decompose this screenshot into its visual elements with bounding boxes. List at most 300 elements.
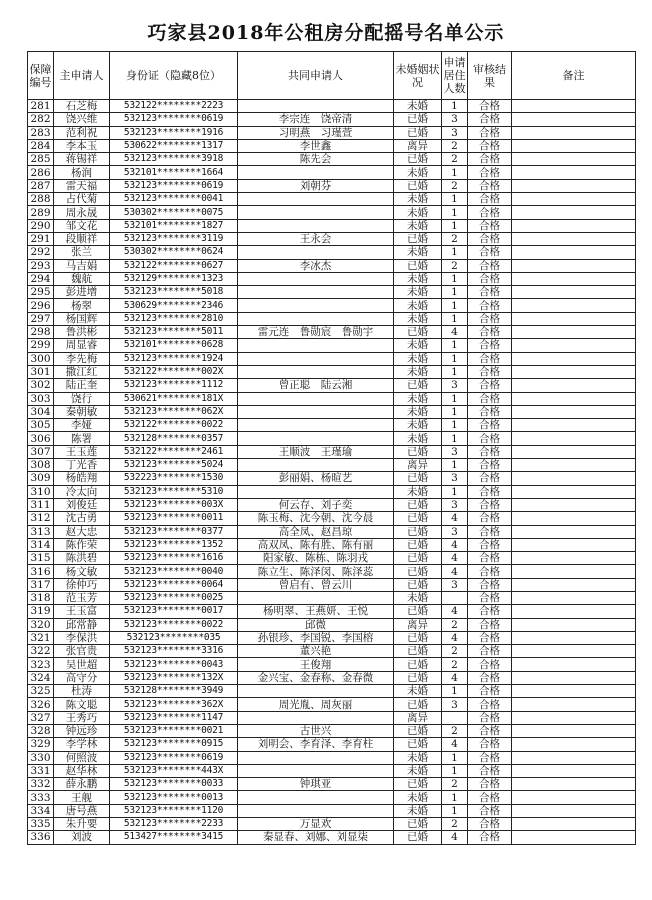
cell-marital: 已婚 <box>394 645 442 658</box>
cell-marital: 已婚 <box>394 113 442 126</box>
cell-marital: 已婚 <box>394 552 442 565</box>
cell-no: 306 <box>28 432 54 445</box>
cell-id-card: 532123********0041 <box>110 193 238 206</box>
cell-id-card: 530302********0624 <box>110 246 238 259</box>
cell-remark <box>512 405 636 418</box>
cell-applicant: 撒江红 <box>54 365 110 378</box>
cell-id-card: 532123********5011 <box>110 326 238 339</box>
cell-persons: 1 <box>442 286 468 299</box>
cell-no: 285 <box>28 153 54 166</box>
cell-applicant: 魏航 <box>54 272 110 285</box>
cell-id-card: 532123********443X <box>110 764 238 777</box>
cell-persons: 1 <box>442 100 468 113</box>
cell-review: 合格 <box>468 139 512 152</box>
cell-no: 321 <box>28 631 54 644</box>
cell-no: 294 <box>28 272 54 285</box>
table-row <box>28 259 636 272</box>
cell-remark <box>512 126 636 139</box>
table-row <box>28 578 636 591</box>
header-remark: 备注 <box>512 52 636 100</box>
cell-no: 305 <box>28 419 54 432</box>
cell-co-applicant: 杨明翠、王燕妍、王悦 <box>238 605 394 618</box>
cell-id-card: 532123********2233 <box>110 818 238 831</box>
cell-co-applicant <box>238 804 394 817</box>
cell-applicant: 马吉娟 <box>54 259 110 272</box>
cell-no: 283 <box>28 126 54 139</box>
cell-remark <box>512 512 636 525</box>
cell-persons: 2 <box>442 139 468 152</box>
cell-id-card: 532123********1616 <box>110 552 238 565</box>
cell-co-applicant: 李宗连 饶帝清 <box>238 113 394 126</box>
cell-id-card: 530621********181X <box>110 392 238 405</box>
cell-co-applicant <box>238 459 394 472</box>
cell-id-card: 532123********5310 <box>110 485 238 498</box>
cell-no: 304 <box>28 405 54 418</box>
cell-applicant: 王玉富 <box>54 605 110 618</box>
table-row <box>28 565 636 578</box>
cell-persons: 2 <box>442 259 468 272</box>
cell-id-card: 532128********0357 <box>110 432 238 445</box>
cell-marital: 已婚 <box>394 565 442 578</box>
cell-co-applicant: 曾正聪 陆云湘 <box>238 379 394 392</box>
cell-applicant: 钟远珍 <box>54 724 110 737</box>
table-row <box>28 445 636 458</box>
cell-review: 合格 <box>468 591 512 604</box>
cell-id-card: 532123********362X <box>110 698 238 711</box>
cell-persons: 3 <box>442 126 468 139</box>
cell-persons: 2 <box>442 778 468 791</box>
table-row <box>28 312 636 325</box>
cell-applicant: 饶兴维 <box>54 113 110 126</box>
cell-applicant: 吴世超 <box>54 658 110 671</box>
cell-applicant: 周永晟 <box>54 206 110 219</box>
table-row <box>28 618 636 631</box>
table-row <box>28 459 636 472</box>
cell-persons: 1 <box>442 166 468 179</box>
cell-no: 288 <box>28 193 54 206</box>
table-row <box>28 685 636 698</box>
cell-no: 324 <box>28 671 54 684</box>
cell-remark <box>512 778 636 791</box>
cell-marital: 未婚 <box>394 219 442 232</box>
cell-applicant: 鲁洪彬 <box>54 326 110 339</box>
cell-persons: 4 <box>442 831 468 844</box>
cell-marital: 已婚 <box>394 153 442 166</box>
cell-review: 合格 <box>468 778 512 791</box>
cell-applicant: 唐号燕 <box>54 804 110 817</box>
cell-applicant: 彭进增 <box>54 286 110 299</box>
table-row <box>28 472 636 485</box>
cell-persons: 3 <box>442 578 468 591</box>
cell-no: 319 <box>28 605 54 618</box>
cell-co-applicant <box>238 206 394 219</box>
cell-remark <box>512 498 636 511</box>
cell-review: 合格 <box>468 818 512 831</box>
cell-co-applicant: 周光胤、周灰丽 <box>238 698 394 711</box>
cell-id-card: 532123********0017 <box>110 605 238 618</box>
cell-marital: 未婚 <box>394 365 442 378</box>
cell-co-applicant <box>238 286 394 299</box>
cell-marital: 未婚 <box>394 685 442 698</box>
cell-co-applicant <box>238 405 394 418</box>
cell-no: 313 <box>28 525 54 538</box>
cell-remark <box>512 419 636 432</box>
cell-review: 合格 <box>468 405 512 418</box>
cell-applicant: 赵华林 <box>54 764 110 777</box>
cell-applicant: 王玉莲 <box>54 445 110 458</box>
cell-co-applicant: 刘朝芬 <box>238 179 394 192</box>
cell-remark <box>512 525 636 538</box>
cell-marital: 离异 <box>394 139 442 152</box>
table-row <box>28 818 636 831</box>
cell-id-card: 532123********1352 <box>110 538 238 551</box>
cell-applicant: 刘俊廷 <box>54 498 110 511</box>
cell-no: 310 <box>28 485 54 498</box>
cell-remark <box>512 459 636 472</box>
cell-remark <box>512 618 636 631</box>
cell-applicant: 何照波 <box>54 751 110 764</box>
cell-co-applicant <box>238 392 394 405</box>
cell-remark <box>512 352 636 365</box>
cell-no: 293 <box>28 259 54 272</box>
cell-remark <box>512 179 636 192</box>
cell-id-card: 532123********0033 <box>110 778 238 791</box>
table-row <box>28 538 636 551</box>
cell-persons: 4 <box>442 326 468 339</box>
cell-no: 331 <box>28 764 54 777</box>
cell-id-card: 532123********1916 <box>110 126 238 139</box>
cell-persons: 1 <box>442 432 468 445</box>
table-row <box>28 645 636 658</box>
cell-applicant: 范玉芳 <box>54 591 110 604</box>
cell-review: 合格 <box>468 419 512 432</box>
cell-co-applicant <box>238 432 394 445</box>
cell-id-card: 532123********3918 <box>110 153 238 166</box>
cell-id-card: 532122********2223 <box>110 100 238 113</box>
cell-id-card: 532122********0627 <box>110 259 238 272</box>
cell-co-applicant <box>238 485 394 498</box>
cell-no: 295 <box>28 286 54 299</box>
cell-applicant: 李学林 <box>54 738 110 751</box>
table-row <box>28 326 636 339</box>
table-row <box>28 246 636 259</box>
cell-applicant: 李本玉 <box>54 139 110 152</box>
table-row <box>28 711 636 724</box>
cell-persons: 3 <box>442 698 468 711</box>
cell-id-card: 532101********0628 <box>110 339 238 352</box>
cell-applicant: 薛永鹏 <box>54 778 110 791</box>
cell-co-applicant <box>238 166 394 179</box>
cell-marital: 已婚 <box>394 778 442 791</box>
cell-remark <box>512 326 636 339</box>
cell-remark <box>512 472 636 485</box>
cell-no: 286 <box>28 166 54 179</box>
header-marital: 未婚姻状况 <box>394 52 442 100</box>
cell-co-applicant: 陈玉梅、沈今朝、沈今晨 <box>238 512 394 525</box>
cell-id-card: 532101********1827 <box>110 219 238 232</box>
cell-applicant: 杨文敏 <box>54 565 110 578</box>
cell-applicant: 雷天福 <box>54 179 110 192</box>
cell-remark <box>512 605 636 618</box>
cell-co-applicant: 万显欢 <box>238 818 394 831</box>
cell-marital: 已婚 <box>394 538 442 551</box>
cell-review: 合格 <box>468 153 512 166</box>
cell-remark <box>512 751 636 764</box>
cell-review: 合格 <box>468 698 512 711</box>
cell-marital: 未婚 <box>394 272 442 285</box>
cell-review: 合格 <box>468 724 512 737</box>
cell-co-applicant: 王顺波 王瑾瑜 <box>238 445 394 458</box>
cell-persons: 1 <box>442 751 468 764</box>
cell-review: 合格 <box>468 791 512 804</box>
cell-marital: 未婚 <box>394 751 442 764</box>
cell-review: 合格 <box>468 498 512 511</box>
cell-review: 合格 <box>468 166 512 179</box>
cell-co-applicant: 李冰杰 <box>238 259 394 272</box>
cell-remark <box>512 645 636 658</box>
cell-no: 298 <box>28 326 54 339</box>
cell-id-card: 532123********1147 <box>110 711 238 724</box>
cell-persons <box>442 591 468 604</box>
cell-co-applicant: 阳家敏、陈栋、陈羽戎 <box>238 552 394 565</box>
cell-co-applicant <box>238 193 394 206</box>
table-row <box>28 552 636 565</box>
cell-no: 325 <box>28 685 54 698</box>
cell-marital: 未婚 <box>394 432 442 445</box>
cell-review: 合格 <box>468 472 512 485</box>
table-row <box>28 219 636 232</box>
cell-remark <box>512 299 636 312</box>
cell-review: 合格 <box>468 618 512 631</box>
cell-marital: 未婚 <box>394 791 442 804</box>
cell-remark <box>512 232 636 245</box>
cell-persons: 1 <box>442 339 468 352</box>
cell-id-card: 532123********0013 <box>110 791 238 804</box>
cell-marital: 未婚 <box>394 312 442 325</box>
cell-review: 合格 <box>468 485 512 498</box>
cell-co-applicant: 王俊翔 <box>238 658 394 671</box>
cell-no: 284 <box>28 139 54 152</box>
cell-marital: 已婚 <box>394 818 442 831</box>
cell-id-card: 532223********1530 <box>110 472 238 485</box>
cell-no: 335 <box>28 818 54 831</box>
cell-applicant: 刘波 <box>54 831 110 844</box>
cell-no: 322 <box>28 645 54 658</box>
cell-review: 合格 <box>468 232 512 245</box>
cell-applicant: 周显睿 <box>54 339 110 352</box>
cell-applicant: 冷太向 <box>54 485 110 498</box>
table-row <box>28 658 636 671</box>
cell-marital: 已婚 <box>394 831 442 844</box>
cell-remark <box>512 153 636 166</box>
table-row <box>28 179 636 192</box>
cell-persons: 1 <box>442 299 468 312</box>
cell-co-applicant <box>238 100 394 113</box>
cell-marital: 已婚 <box>394 259 442 272</box>
cell-review: 合格 <box>468 312 512 325</box>
cell-co-applicant: 高双凤、陈有胜、陈有丽 <box>238 538 394 551</box>
cell-remark <box>512 206 636 219</box>
cell-review: 合格 <box>468 658 512 671</box>
cell-id-card: 532123********0022 <box>110 618 238 631</box>
table-row <box>28 193 636 206</box>
cell-review: 合格 <box>468 432 512 445</box>
cell-id-card: 532123********0619 <box>110 751 238 764</box>
table-body <box>28 100 636 845</box>
cell-marital: 已婚 <box>394 724 442 737</box>
cell-co-applicant: 雷元连 鲁勋宸 鲁勋宇 <box>238 326 394 339</box>
cell-no: 296 <box>28 299 54 312</box>
cell-co-applicant: 钟琪亚 <box>238 778 394 791</box>
table-row <box>28 605 636 618</box>
cell-persons: 3 <box>442 113 468 126</box>
cell-marital: 未婚 <box>394 485 442 498</box>
cell-review: 合格 <box>468 246 512 259</box>
cell-co-applicant <box>238 352 394 365</box>
cell-persons: 4 <box>442 738 468 751</box>
cell-persons: 2 <box>442 153 468 166</box>
cell-no: 290 <box>28 219 54 232</box>
table-row <box>28 232 636 245</box>
cell-persons: 4 <box>442 631 468 644</box>
cell-persons: 4 <box>442 605 468 618</box>
cell-persons: 3 <box>442 525 468 538</box>
cell-id-card: 532122********0022 <box>110 419 238 432</box>
cell-review: 合格 <box>468 113 512 126</box>
cell-review: 合格 <box>468 392 512 405</box>
cell-no: 315 <box>28 552 54 565</box>
table-row <box>28 791 636 804</box>
cell-persons: 1 <box>442 352 468 365</box>
cell-id-card: 532123********035 <box>110 631 238 644</box>
table-row <box>28 365 636 378</box>
cell-no: 336 <box>28 831 54 844</box>
cell-persons: 4 <box>442 552 468 565</box>
cell-applicant: 徐仲巧 <box>54 578 110 591</box>
cell-remark <box>512 286 636 299</box>
cell-co-applicant <box>238 764 394 777</box>
cell-persons: 4 <box>442 538 468 551</box>
cell-co-applicant: 李世鑫 <box>238 139 394 152</box>
cell-applicant: 高守分 <box>54 671 110 684</box>
table-row <box>28 405 636 418</box>
cell-no: 303 <box>28 392 54 405</box>
cell-no: 312 <box>28 512 54 525</box>
cell-persons: 1 <box>442 791 468 804</box>
cell-id-card: 532123********2810 <box>110 312 238 325</box>
cell-applicant: 杨皓翔 <box>54 472 110 485</box>
cell-persons: 1 <box>442 405 468 418</box>
cell-marital: 未婚 <box>394 764 442 777</box>
cell-applicant: 杜涛 <box>54 685 110 698</box>
cell-remark <box>512 738 636 751</box>
cell-marital: 已婚 <box>394 698 442 711</box>
cell-applicant: 张官贵 <box>54 645 110 658</box>
cell-review: 合格 <box>468 219 512 232</box>
cell-applicant: 陈作荣 <box>54 538 110 551</box>
cell-no: 311 <box>28 498 54 511</box>
table-row <box>28 591 636 604</box>
cell-co-applicant <box>238 591 394 604</box>
cell-marital: 已婚 <box>394 631 442 644</box>
cell-marital: 已婚 <box>394 605 442 618</box>
cell-remark <box>512 312 636 325</box>
cell-id-card: 532123********0915 <box>110 738 238 751</box>
cell-id-card: 532123********062X <box>110 405 238 418</box>
cell-no: 282 <box>28 113 54 126</box>
cell-remark <box>512 193 636 206</box>
cell-applicant: 陈文聪 <box>54 698 110 711</box>
cell-marital: 未婚 <box>394 405 442 418</box>
cell-no: 308 <box>28 459 54 472</box>
cell-review: 合格 <box>468 299 512 312</box>
cell-remark <box>512 379 636 392</box>
cell-applicant: 饶行 <box>54 392 110 405</box>
cell-no: 328 <box>28 724 54 737</box>
table-row <box>28 512 636 525</box>
cell-id-card: 532123********5024 <box>110 459 238 472</box>
cell-review: 合格 <box>468 193 512 206</box>
table-row <box>28 100 636 113</box>
cell-id-card: 532123********3119 <box>110 232 238 245</box>
cell-no: 329 <box>28 738 54 751</box>
cell-remark <box>512 432 636 445</box>
cell-id-card: 530629********2346 <box>110 299 238 312</box>
cell-remark <box>512 631 636 644</box>
cell-marital: 未婚 <box>394 246 442 259</box>
cell-id-card: 532123********0021 <box>110 724 238 737</box>
cell-no: 299 <box>28 339 54 352</box>
cell-review: 合格 <box>468 326 512 339</box>
cell-persons: 1 <box>442 485 468 498</box>
cell-review: 合格 <box>468 512 512 525</box>
cell-no: 314 <box>28 538 54 551</box>
cell-applicant: 李娅 <box>54 419 110 432</box>
header-persons: 申请居住人数 <box>442 52 468 100</box>
cell-marital: 未婚 <box>394 100 442 113</box>
cell-no: 307 <box>28 445 54 458</box>
cell-co-applicant: 金兴宝、金春称、金春微 <box>238 671 394 684</box>
cell-remark <box>512 818 636 831</box>
cell-applicant: 杨润 <box>54 166 110 179</box>
cell-marital: 已婚 <box>394 445 442 458</box>
header-applicant: 主申请人 <box>54 52 110 100</box>
cell-persons: 4 <box>442 512 468 525</box>
cell-id-card: 532123********0025 <box>110 591 238 604</box>
cell-co-applicant <box>238 791 394 804</box>
cell-id-card: 532123********0619 <box>110 179 238 192</box>
cell-marital: 已婚 <box>394 326 442 339</box>
cell-remark <box>512 698 636 711</box>
cell-co-applicant <box>238 312 394 325</box>
cell-co-applicant <box>238 339 394 352</box>
cell-persons: 2 <box>442 179 468 192</box>
cell-review: 合格 <box>468 459 512 472</box>
cell-review: 合格 <box>468 645 512 658</box>
cell-no: 326 <box>28 698 54 711</box>
cell-id-card: 532123********3316 <box>110 645 238 658</box>
cell-marital: 已婚 <box>394 379 442 392</box>
cell-co-applicant: 古世兴 <box>238 724 394 737</box>
cell-id-card: 532123********0377 <box>110 525 238 538</box>
cell-co-applicant: 曾启有、曾云川 <box>238 578 394 591</box>
cell-co-applicant: 邱微 <box>238 618 394 631</box>
cell-id-card: 532123********0040 <box>110 565 238 578</box>
cell-review: 合格 <box>468 365 512 378</box>
cell-co-applicant: 董兴艳 <box>238 645 394 658</box>
cell-persons: 1 <box>442 365 468 378</box>
cell-no: 323 <box>28 658 54 671</box>
